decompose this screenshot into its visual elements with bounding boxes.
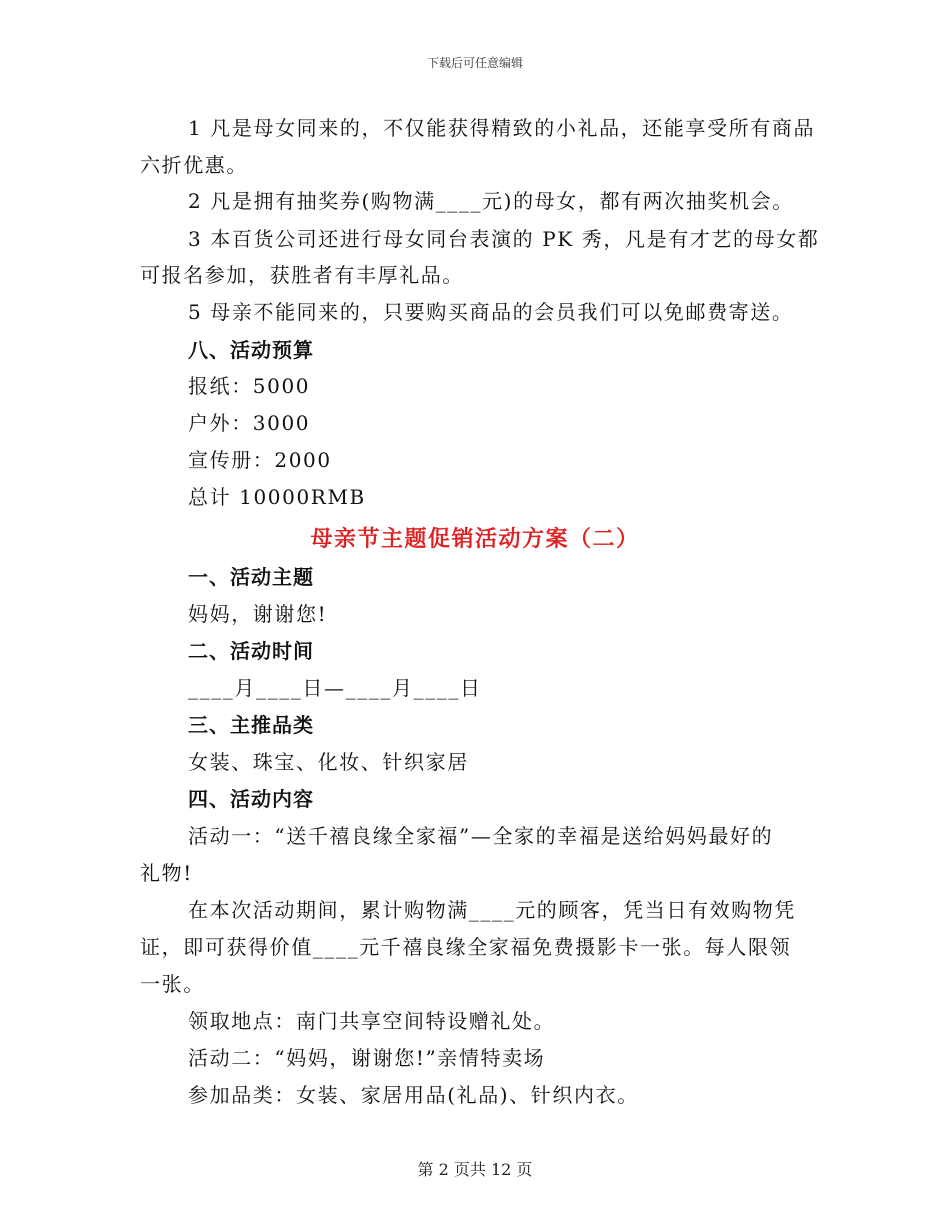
document-title: 母亲节主题促销活动方案（二） (310, 526, 640, 552)
paragraph-line: 女装、珠宝、化妆、针织家居 (188, 750, 469, 774)
paragraph-line: 5 母亲不能同来的，只要购买商品的会员我们可以免邮费寄送。 (188, 300, 794, 324)
budget-item: 报纸：5000 (188, 374, 311, 398)
budget-item: 户外：3000 (188, 411, 311, 435)
paragraph-line: 参加品类：女装、家居用品(礼品)、针织内衣。 (188, 1083, 639, 1107)
section-heading: 三、主推品类 (188, 713, 314, 737)
page-footer-number: 第 2 页共 12 页 (417, 1160, 533, 1179)
paragraph-line: 妈妈，谢谢您! (188, 602, 328, 626)
paragraph-line: 2 凡是拥有抽奖券(购物满____元)的母女，都有两次抽奖机会。 (188, 189, 794, 213)
paragraph-line: 1 凡是母女同来的，不仅能获得精致的小礼品，还能享受所有商品 (188, 116, 816, 140)
paragraph-line: 一张。 (140, 972, 205, 996)
budget-item: 宣传册：2000 (188, 448, 332, 472)
paragraph-line: ____月____日—____月____日 (188, 676, 482, 700)
section-heading: 八、活动预算 (188, 338, 314, 362)
paragraph-line: 礼物! (140, 861, 193, 885)
paragraph-line: 六折优惠。 (140, 153, 248, 177)
section-heading: 二、活动时间 (188, 639, 314, 663)
page-header-note: 下载后可任意编辑 (426, 56, 523, 70)
budget-total: 总计 10000RMB (188, 485, 366, 509)
paragraph-line: 活动二：“妈妈，谢谢您!”亲情特卖场 (188, 1046, 546, 1070)
paragraph-line: 可报名参加，获胜者有丰厚礼品。 (140, 263, 464, 287)
section-heading: 一、活动主题 (188, 565, 314, 589)
section-heading: 四、活动内容 (188, 787, 314, 811)
paragraph-line: 证，即可获得价值____元千禧良缘全家福免费摄影卡一张。每人限领 (140, 935, 792, 959)
paragraph-line: 领取地点：南门共享空间特设赠礼处。 (188, 1009, 556, 1033)
paragraph-line: 在本次活动期间，累计购物满____元的顾客，凭当日有效购物凭 (188, 898, 796, 922)
paragraph-line: 活动一：“送千禧良缘全家福”—全家的幸福是送给妈妈最好的 (188, 824, 774, 848)
paragraph-line: 3 本百货公司还进行母女同台表演的 PK 秀，凡是有才艺的母女都 (188, 227, 820, 251)
